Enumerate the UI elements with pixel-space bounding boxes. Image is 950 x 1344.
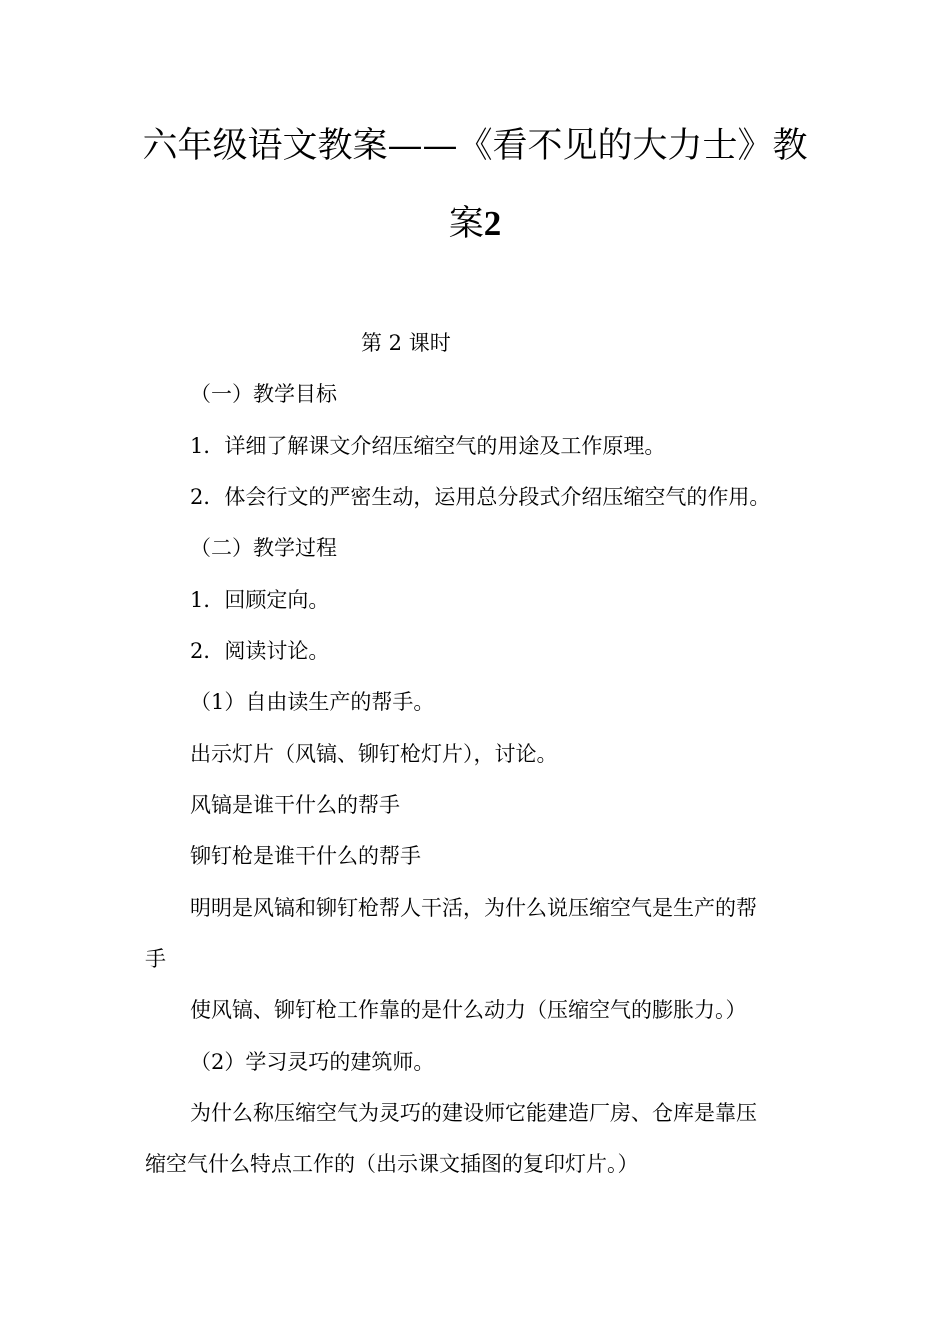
process-substep-2: （2）学习灵巧的建筑师。: [190, 1050, 435, 1074]
question-air-pick: 风镐是谁干什么的帮手: [190, 793, 400, 817]
process-substep-1: （1）自由读生产的帮手。: [190, 690, 435, 714]
section-heading-process: （二）教学过程: [190, 536, 337, 560]
paragraph-power-question: 使风镐、铆钉枪工作靠的是什么动力（压缩空气的膨胀力。）: [190, 998, 747, 1022]
paragraph-helper-question-line-1: 明明是风镐和铆钉枪帮人干活，为什么说压缩空气是生产的帮: [190, 896, 757, 920]
paragraph-slides: 出示灯片（风镐、铆钉枪灯片），讨论。: [190, 742, 558, 766]
lesson-heading: 第 2 课时: [361, 331, 451, 355]
paragraph-architect-question-line-1: 为什么称压缩空气为灵巧的建设师它能建造厂房、仓库是靠压: [190, 1101, 757, 1125]
document-title-line-1: 六年级语文教案——《看不见的大力士》教: [142, 126, 808, 166]
section-heading-goals: （一）教学目标: [190, 382, 337, 406]
paragraph-architect-question-line-2: 缩空气什么特点工作的（出示课文插图的复印灯片。）: [145, 1152, 639, 1176]
document-title-line-2-text: 案: [448, 204, 484, 244]
process-step-1: 1．回顾定向。: [190, 588, 330, 612]
paragraph-helper-question-line-2: 手: [145, 947, 166, 971]
goal-item-2: 2．体会行文的严密生动，运用总分段式介绍压缩空气的作用。: [190, 485, 771, 509]
question-rivet-gun: 铆钉枪是谁干什么的帮手: [190, 844, 421, 868]
process-step-2: 2．阅读讨论。: [190, 639, 330, 663]
document-title-line-2: [120, 204, 830, 244]
document-title-line-2-number: 2: [483, 204, 502, 243]
goal-item-1: 1．详细了解课文介绍压缩空气的用途及工作原理。: [190, 434, 666, 458]
